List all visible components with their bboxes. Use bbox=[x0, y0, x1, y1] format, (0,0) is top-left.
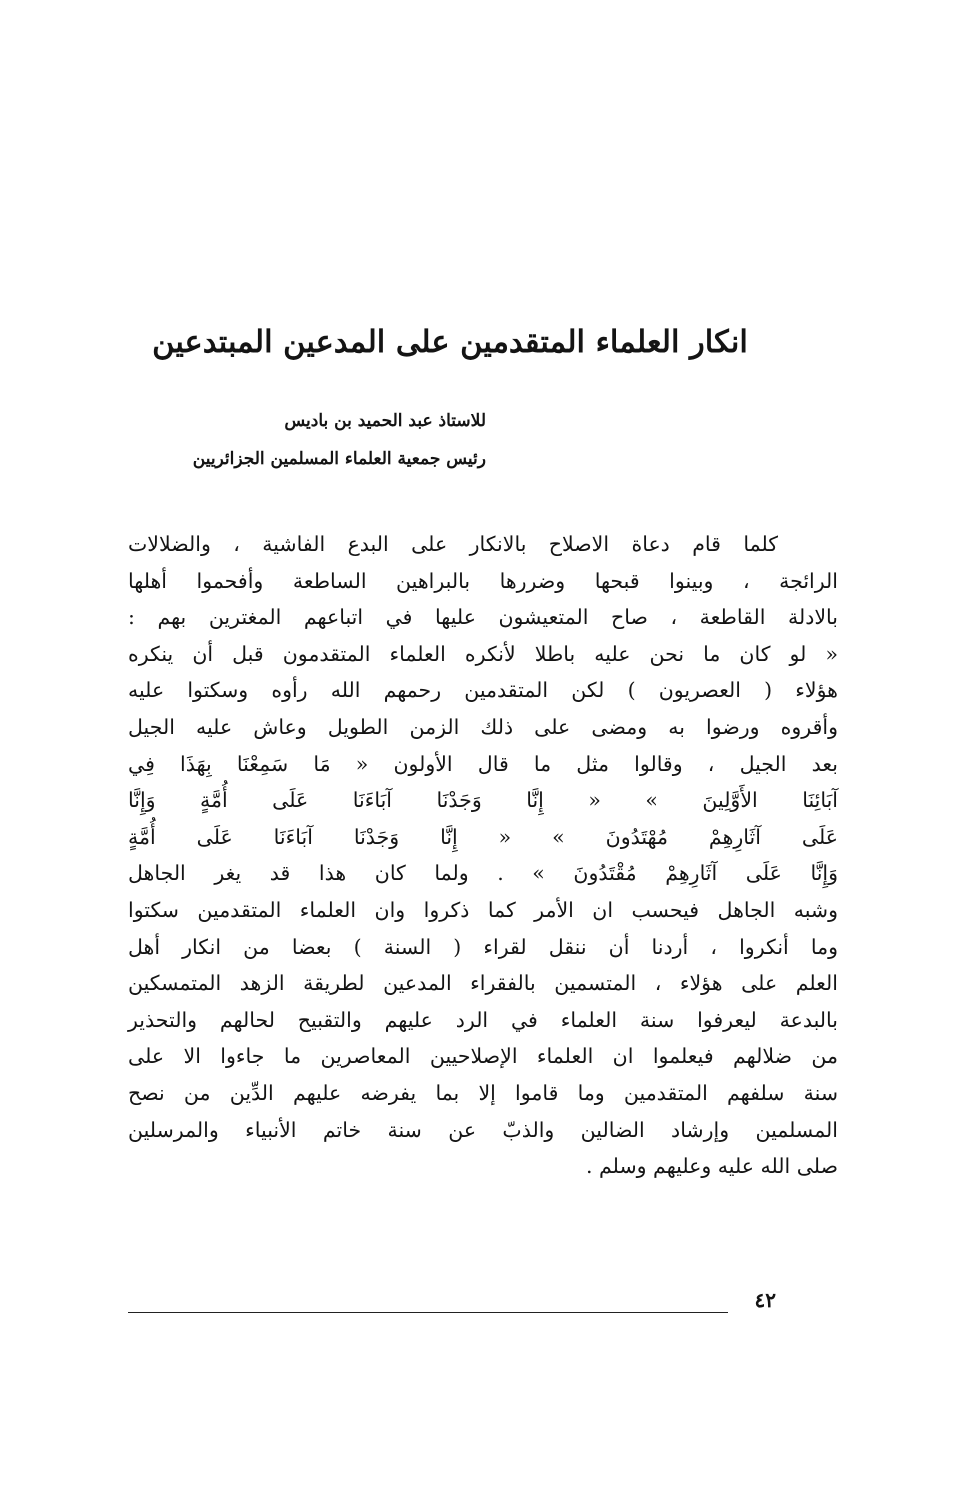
page-footer bbox=[128, 1288, 788, 1318]
body-line: سنة سلفهم المتقدمين وما قاموا إلا بما يفرضه عليهم الدِّين من نصح bbox=[128, 1080, 838, 1105]
body-line: الرائجة ، وبينوا قبحها وضررها بالبراهين الساطعة وأفحموا أهلها bbox=[128, 568, 838, 593]
author-name: للاستاذ عبد الحميد بن باديس bbox=[284, 411, 486, 431]
body-line: بعد الجيل ، وقالوا مثل ما قال الأولون « مَا سَمِعْنَا بِهَذَا فِي bbox=[128, 751, 838, 776]
author-role: رئيس جمعية العلماء المسلمين الجزائريين bbox=[192, 449, 486, 469]
footer-rule bbox=[128, 1312, 728, 1313]
body-line: وأقروه ورضوا به ومضى على ذلك الزمن الطويل وعاش عليه الجيل bbox=[128, 714, 838, 739]
body-line: هؤلاء ( العصريون ) لكن المتقدمين رحمهم الله رأوه وسكتوا عليه bbox=[128, 678, 838, 703]
body-line: وما أنكروا ، أردنا أن ننقل لقراء ( السنة ) بعضا من انكار أهل bbox=[128, 934, 838, 959]
body-line: آبَائِنَا الأَوَّلِينَ » « إِنَّا وَجَدْنَا آبَاءَنَا عَلَى أُمَّةٍ وَإِنَّا bbox=[128, 788, 838, 813]
author-byline bbox=[192, 402, 486, 478]
body-line: وَإِنَّا عَلَى آثَارِهِمْ مُقْتَدُونَ » . ولما كان هذا قد يغر الجاهل bbox=[128, 861, 838, 886]
article-title: انكار العلماء المتقدمين على المدعين المبتدعين bbox=[152, 324, 748, 360]
body-line: بالادلة القاطعة ، صاح المتعيشون عليها في اتباعهم المغترين بهم : bbox=[128, 605, 838, 630]
article-body bbox=[128, 526, 838, 1185]
body-line: « لو كان ما نحن عليه باطلا لأنكره العلماء المتقدمون قبل أن ينكره bbox=[128, 641, 838, 666]
body-line: بالبدعة ليعرفوا سنة العلماء في الرد عليهم والتقبيح لحالهم والتحذير bbox=[128, 1007, 838, 1032]
body-line: من ضلالهم فيعلموا ان العلماء الإصلاحيين المعاصرين ما جاءوا الا على bbox=[128, 1044, 838, 1069]
body-line: وشبه الجاهل فيحسب ان الأمر كما ذكروا وان العلماء المتقدمين سكتوا bbox=[128, 897, 838, 922]
body-line: كلما قام دعاة الاصلاح بالانكار على البدع الفاشية ، والضلالات bbox=[128, 532, 778, 556]
page-number: ٤٢ bbox=[754, 1288, 776, 1312]
body-line: العلم على هؤلاء ، المتسمين بالفقراء المدعين لطريقة الزهد المتمسكين bbox=[128, 971, 838, 996]
body-line: عَلَى آثَارِهِمْ مُهْتَدُونَ » « إِنَّا وَجَدْنَا آبَاءَنَا عَلَى أُمَّةٍ bbox=[128, 824, 838, 849]
body-line: صلى الله عليه وعليهم وسلم . bbox=[586, 1154, 838, 1179]
body-line: المسلمين وإرشاد الضالين والذبّ عن سنة خاتم الأنبياء والمرسلين bbox=[128, 1117, 838, 1142]
